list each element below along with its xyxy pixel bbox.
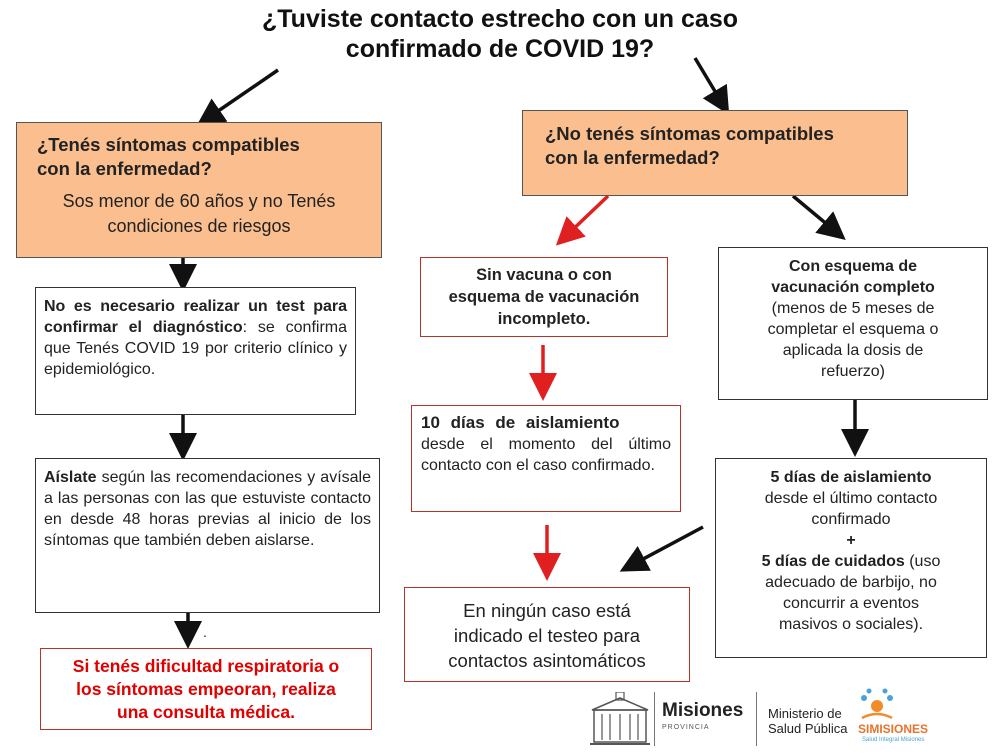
footer-logos bbox=[590, 688, 990, 750]
care-line-2: adecuado de barbijo, no bbox=[765, 574, 937, 591]
care-line-1: 5 días de cuidados (uso bbox=[761, 553, 941, 570]
logo-separator-1 bbox=[654, 692, 655, 746]
tendays-bold: 10 días de aislamiento bbox=[421, 413, 620, 432]
left-isolate-bold: Aíslate bbox=[44, 469, 97, 486]
ministry-name: Ministerio de Salud Pública bbox=[768, 706, 848, 736]
left-test-text: : se confirma que Tenés COVID 19 por criterio clínico y epidemiológico. bbox=[44, 319, 347, 378]
government-house-icon bbox=[590, 692, 650, 748]
province-sub: PROVINCIA bbox=[662, 724, 710, 731]
vax-heading: Con esquema de vacunación completo bbox=[771, 258, 935, 296]
province-name: Misiones bbox=[662, 700, 744, 721]
plus-sign: + bbox=[846, 532, 856, 549]
left-condition: Sos menor de 60 años y no Tenés condiciones de riesgos bbox=[62, 191, 336, 236]
right-question: ¿No tenés síntomas compatibles con la enfermedad? bbox=[545, 123, 834, 168]
novax-text: Sin vacuna o con esquema de vacunación incompleto. bbox=[448, 266, 640, 328]
arrow-title-to-right bbox=[695, 58, 722, 103]
right-question-box bbox=[522, 110, 908, 196]
five-line-3: confirmado bbox=[811, 511, 891, 528]
logo-separator-2 bbox=[756, 692, 757, 746]
arrow-title-to-left bbox=[208, 70, 278, 118]
left-question: ¿Tenés síntomas compatibles con la enfermedad? bbox=[37, 134, 300, 179]
vax-text: (menos de 5 meses de completar el esquema o aplicada la dosis de refuerzo) bbox=[767, 300, 939, 380]
novax-box bbox=[420, 257, 668, 337]
program-name: SIMISIONES bbox=[858, 722, 929, 736]
left-isolate-box bbox=[35, 458, 380, 613]
title-line-1: ¿Tuviste contacto estrecho con un caso bbox=[261, 5, 739, 33]
arrow-right-q-to-novax bbox=[566, 196, 608, 236]
tendays-box bbox=[411, 405, 681, 512]
care-line-3: concurrir a eventos bbox=[782, 595, 920, 612]
dot-mark: . bbox=[203, 624, 207, 640]
care-line-4: masivos o sociales). bbox=[778, 616, 924, 633]
five-bold: 5 días de aislamiento bbox=[770, 469, 932, 486]
left-test-box bbox=[35, 287, 356, 415]
vax-box bbox=[718, 247, 988, 400]
arrow-right-q-to-vax bbox=[793, 196, 835, 231]
left-warning-box bbox=[40, 648, 372, 730]
left-test-bold: No es necesario realizar un test para confirmar el diagnóstico bbox=[44, 298, 347, 336]
left-isolate-text: según las recomendaciones y avísale a las personas con las que estuviste contacto en desde 48 horas previas al inicio de los síntomas que también deben aislarse. bbox=[44, 469, 371, 549]
left-question-box bbox=[16, 122, 382, 258]
arrow-five-to-notest bbox=[632, 527, 703, 565]
five-days-box bbox=[715, 458, 987, 658]
left-warning: Si tenés dificultad respiratoria o los síntomas empeoran, realiza una consulta médica. bbox=[72, 656, 340, 722]
notest-text: En ningún caso está indicado el testeo para contactos asintomáticos bbox=[448, 600, 646, 671]
title-line-2: confirmado de COVID 19? bbox=[345, 35, 655, 63]
tendays-text: desde el momento del último contacto con el caso confirmado. bbox=[421, 436, 671, 474]
notest-box bbox=[404, 587, 690, 682]
program-sub: Salud Integral Misiones bbox=[862, 737, 925, 743]
five-line-2: desde el último contacto bbox=[764, 490, 938, 507]
